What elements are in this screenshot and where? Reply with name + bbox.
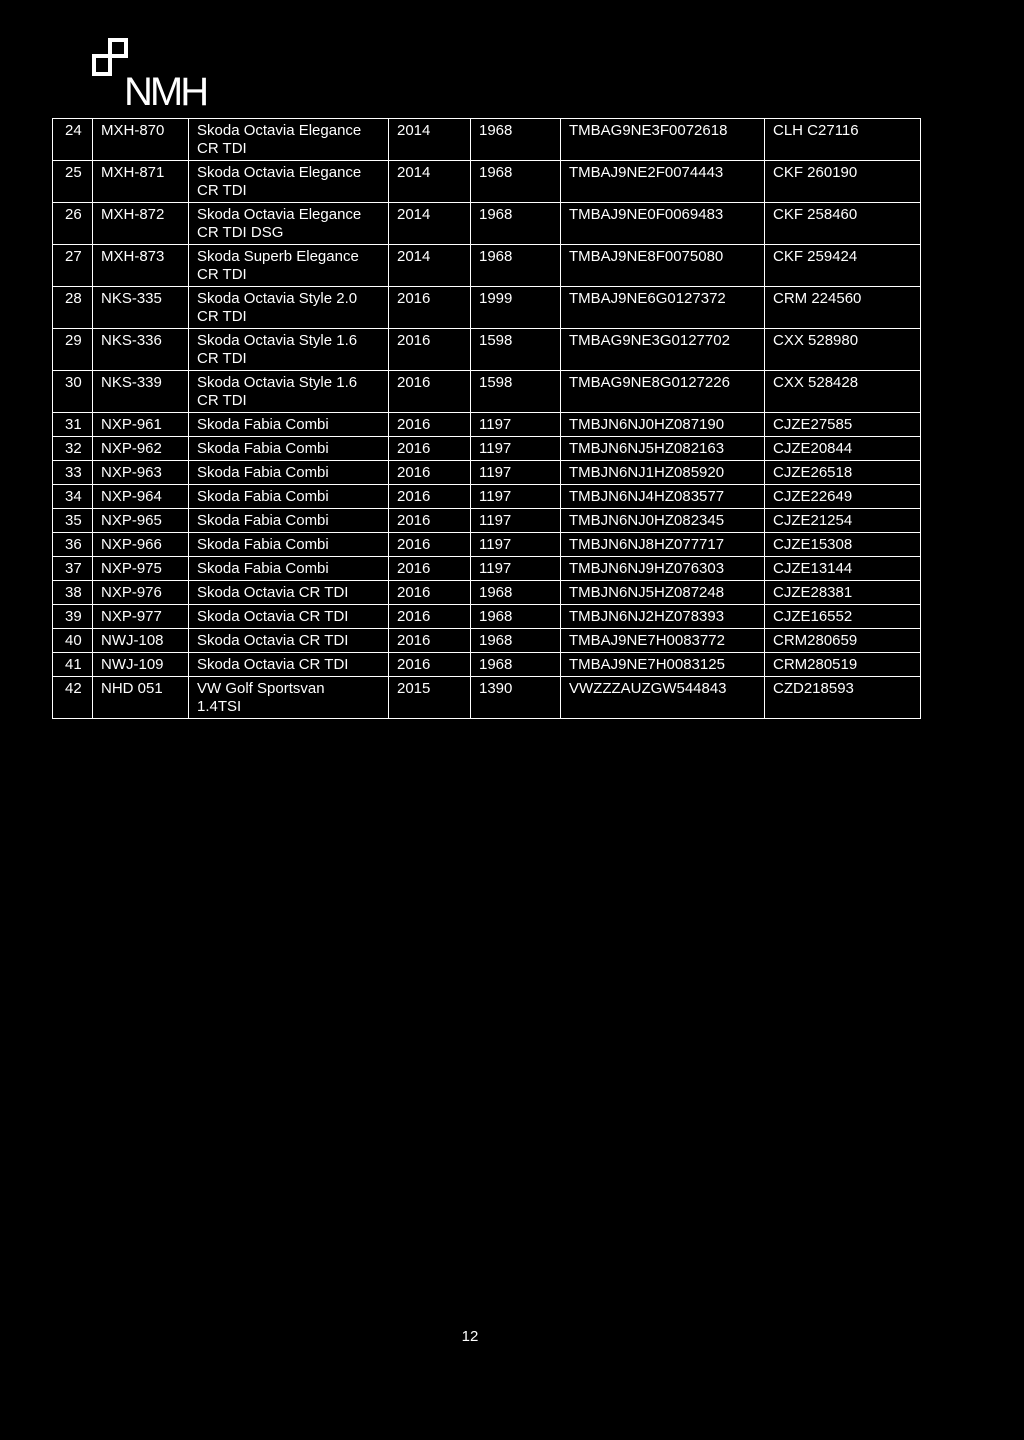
year-cell: 2016 (389, 485, 471, 509)
table-row (53, 287, 921, 329)
vin-cell: TMBAJ9NE8F0075080 (561, 245, 765, 287)
row-number-cell: 34 (53, 485, 93, 509)
row-number-cell: 41 (53, 653, 93, 677)
model-line: Skoda Octavia CR TDI (197, 656, 349, 673)
engine-code-cell: CJZE22649 (765, 485, 921, 509)
year-cell: 2016 (389, 581, 471, 605)
plate-cell: NXP-966 (93, 533, 189, 557)
year-cell: 2014 (389, 119, 471, 161)
vin-cell: TMBAJ9NE0F0069483 (561, 203, 765, 245)
model-cell (189, 371, 389, 413)
plate-cell: NWJ-109 (93, 653, 189, 677)
table-row (53, 485, 921, 509)
engine-capacity-cell: 1968 (471, 245, 561, 287)
model-cell (189, 581, 389, 605)
engine-capacity-cell: 1968 (471, 605, 561, 629)
plate-cell: NXP-975 (93, 557, 189, 581)
year-cell: 2014 (389, 203, 471, 245)
model-line: CR TDI (197, 140, 247, 157)
model-line: Skoda Octavia Elegance (197, 206, 362, 223)
plate-cell: NWJ-108 (93, 629, 189, 653)
table-row (53, 581, 921, 605)
engine-code-cell: CKF 260190 (765, 161, 921, 203)
year-cell: 2014 (389, 161, 471, 203)
engine-capacity-cell: 1197 (471, 437, 561, 461)
vehicle-table (52, 118, 921, 719)
engine-capacity-cell: 1968 (471, 161, 561, 203)
model-cell (189, 461, 389, 485)
model-line: Skoda Fabia Combi (197, 464, 329, 481)
model-line: Skoda Fabia Combi (197, 416, 329, 433)
model-line: Skoda Octavia Style 1.6 (197, 374, 358, 391)
model-cell (189, 245, 389, 287)
row-number-cell: 37 (53, 557, 93, 581)
model-line: CR TDI (197, 392, 247, 409)
model-line: VW Golf Sportsvan (197, 680, 325, 697)
model-line: Skoda Octavia Style 1.6 (197, 332, 358, 349)
model-cell (189, 677, 389, 719)
engine-capacity-cell: 1197 (471, 557, 561, 581)
engine-code-cell: CXX 528980 (765, 329, 921, 371)
model-cell (189, 533, 389, 557)
page-number: 12 (461, 1328, 479, 1345)
table-row (53, 509, 921, 533)
model-cell (189, 119, 389, 161)
year-cell: 2014 (389, 245, 471, 287)
table-row (53, 629, 921, 653)
row-number-cell: 39 (53, 605, 93, 629)
vin-cell: TMBJN6NJ4HZ083577 (561, 485, 765, 509)
year-cell: 2016 (389, 413, 471, 437)
year-cell: 2016 (389, 329, 471, 371)
plate-cell: NKS-335 (93, 287, 189, 329)
table-row (53, 461, 921, 485)
plate-cell: NKS-339 (93, 371, 189, 413)
model-line: Skoda Octavia CR TDI (197, 632, 349, 649)
year-cell: 2016 (389, 629, 471, 653)
model-line: Skoda Superb Elegance (197, 248, 359, 265)
model-line: Skoda Octavia Elegance (197, 122, 362, 139)
model-cell (189, 605, 389, 629)
row-number-cell: 30 (53, 371, 93, 413)
engine-capacity-cell: 1390 (471, 677, 561, 719)
row-number-cell: 24 (53, 119, 93, 161)
engine-code-cell: CLH C27116 (765, 119, 921, 161)
row-number-cell: 35 (53, 509, 93, 533)
table-row (53, 533, 921, 557)
engine-code-cell: CJZE15308 (765, 533, 921, 557)
vin-cell: TMBAJ9NE7H0083125 (561, 653, 765, 677)
table-row (53, 653, 921, 677)
plate-cell: NXP-962 (93, 437, 189, 461)
plate-cell: NXP-961 (93, 413, 189, 437)
engine-code-cell: CJZE16552 (765, 605, 921, 629)
engine-capacity-cell: 1598 (471, 329, 561, 371)
plate-cell: MXH-870 (93, 119, 189, 161)
company-logo (90, 34, 250, 118)
year-cell: 2015 (389, 677, 471, 719)
engine-code-cell: CJZE20844 (765, 437, 921, 461)
table-row (53, 371, 921, 413)
model-line: Skoda Octavia CR TDI (197, 584, 349, 601)
vin-cell: TMBAG9NE3G0127702 (561, 329, 765, 371)
year-cell: 2016 (389, 557, 471, 581)
engine-code-cell: CJZE28381 (765, 581, 921, 605)
year-cell: 2016 (389, 461, 471, 485)
vin-cell: TMBJN6NJ8HZ077717 (561, 533, 765, 557)
table-row (53, 161, 921, 203)
engine-capacity-cell: 1968 (471, 629, 561, 653)
row-number-cell: 29 (53, 329, 93, 371)
vin-cell: VWZZZAUZGW544843 (561, 677, 765, 719)
model-cell (189, 161, 389, 203)
engine-code-cell: CRM280659 (765, 629, 921, 653)
plate-cell: NXP-963 (93, 461, 189, 485)
table-row (53, 413, 921, 437)
model-line: CR TDI DSG (197, 224, 284, 241)
vin-cell: TMBAJ9NE6G0127372 (561, 287, 765, 329)
model-line: Skoda Octavia CR TDI (197, 608, 349, 625)
table-row (53, 557, 921, 581)
plate-cell: NXP-977 (93, 605, 189, 629)
model-cell (189, 203, 389, 245)
row-number-cell: 31 (53, 413, 93, 437)
model-line: CR TDI (197, 308, 247, 325)
engine-capacity-cell: 1598 (471, 371, 561, 413)
vin-cell: TMBAJ9NE7H0083772 (561, 629, 765, 653)
row-number-cell: 28 (53, 287, 93, 329)
vin-cell: TMBAG9NE3F0072618 (561, 119, 765, 161)
model-line: 1.4TSI (197, 698, 242, 715)
model-cell (189, 287, 389, 329)
model-line: Skoda Fabia Combi (197, 560, 329, 577)
engine-capacity-cell: 1197 (471, 461, 561, 485)
year-cell: 2016 (389, 287, 471, 329)
row-number-cell: 25 (53, 161, 93, 203)
engine-code-cell: CKF 259424 (765, 245, 921, 287)
row-number-cell: 40 (53, 629, 93, 653)
model-cell (189, 509, 389, 533)
vin-cell: TMBJN6NJ2HZ078393 (561, 605, 765, 629)
table-row (53, 203, 921, 245)
vehicle-table-body (53, 119, 921, 719)
year-cell: 2016 (389, 533, 471, 557)
table-row (53, 245, 921, 287)
vin-cell: TMBAG9NE8G0127226 (561, 371, 765, 413)
vin-cell: TMBJN6NJ0HZ087190 (561, 413, 765, 437)
engine-code-cell: CJZE26518 (765, 461, 921, 485)
table-row (53, 329, 921, 371)
model-cell (189, 413, 389, 437)
plate-cell: NXP-976 (93, 581, 189, 605)
engine-capacity-cell: 1968 (471, 119, 561, 161)
table-row (53, 677, 921, 719)
engine-code-cell: CRM280519 (765, 653, 921, 677)
year-cell: 2016 (389, 653, 471, 677)
engine-capacity-cell: 1197 (471, 413, 561, 437)
engine-capacity-cell: 1197 (471, 509, 561, 533)
model-cell (189, 653, 389, 677)
engine-code-cell: CXX 528428 (765, 371, 921, 413)
year-cell: 2016 (389, 437, 471, 461)
table-row (53, 437, 921, 461)
model-cell (189, 437, 389, 461)
row-number-cell: 33 (53, 461, 93, 485)
model-cell (189, 329, 389, 371)
year-cell: 2016 (389, 509, 471, 533)
year-cell: 2016 (389, 605, 471, 629)
model-line: Skoda Octavia Elegance (197, 164, 362, 181)
model-line: Skoda Octavia Style 2.0 (197, 290, 358, 307)
model-line: Skoda Fabia Combi (197, 488, 329, 505)
engine-code-cell: CKF 258460 (765, 203, 921, 245)
model-line: CR TDI (197, 182, 247, 199)
engine-capacity-cell: 1197 (471, 485, 561, 509)
row-number-cell: 36 (53, 533, 93, 557)
model-line: CR TDI (197, 350, 247, 367)
engine-code-cell: CJZE27585 (765, 413, 921, 437)
plate-cell: NXP-964 (93, 485, 189, 509)
vin-cell: TMBJN6NJ0HZ082345 (561, 509, 765, 533)
engine-code-cell: CZD218593 (765, 677, 921, 719)
plate-cell: MXH-873 (93, 245, 189, 287)
year-cell: 2016 (389, 371, 471, 413)
model-line: Skoda Fabia Combi (197, 512, 329, 529)
table-row (53, 119, 921, 161)
model-line: CR TDI (197, 266, 247, 283)
vin-cell: TMBJN6NJ5HZ082163 (561, 437, 765, 461)
engine-capacity-cell: 1197 (471, 533, 561, 557)
model-cell (189, 557, 389, 581)
model-cell (189, 629, 389, 653)
model-cell (189, 485, 389, 509)
vin-cell: TMBJN6NJ5HZ087248 (561, 581, 765, 605)
row-number-cell: 38 (53, 581, 93, 605)
vin-cell: TMBAJ9NE2F0074443 (561, 161, 765, 203)
plate-cell: MXH-871 (93, 161, 189, 203)
plate-cell: NXP-965 (93, 509, 189, 533)
engine-code-cell: CRM 224560 (765, 287, 921, 329)
engine-capacity-cell: 1968 (471, 581, 561, 605)
engine-capacity-cell: 1999 (471, 287, 561, 329)
engine-code-cell: CJZE13144 (765, 557, 921, 581)
row-number-cell: 26 (53, 203, 93, 245)
engine-capacity-cell: 1968 (471, 203, 561, 245)
engine-capacity-cell: 1968 (471, 653, 561, 677)
row-number-cell: 42 (53, 677, 93, 719)
table-row (53, 605, 921, 629)
row-number-cell: 27 (53, 245, 93, 287)
vin-cell: TMBJN6NJ1HZ085920 (561, 461, 765, 485)
logo-text: NMH (124, 70, 207, 114)
model-line: Skoda Fabia Combi (197, 536, 329, 553)
row-number-cell: 32 (53, 437, 93, 461)
plate-cell: NHD 051 (93, 677, 189, 719)
plate-cell: NKS-336 (93, 329, 189, 371)
engine-code-cell: CJZE21254 (765, 509, 921, 533)
plate-cell: MXH-872 (93, 203, 189, 245)
model-line: Skoda Fabia Combi (197, 440, 329, 457)
vin-cell: TMBJN6NJ9HZ076303 (561, 557, 765, 581)
